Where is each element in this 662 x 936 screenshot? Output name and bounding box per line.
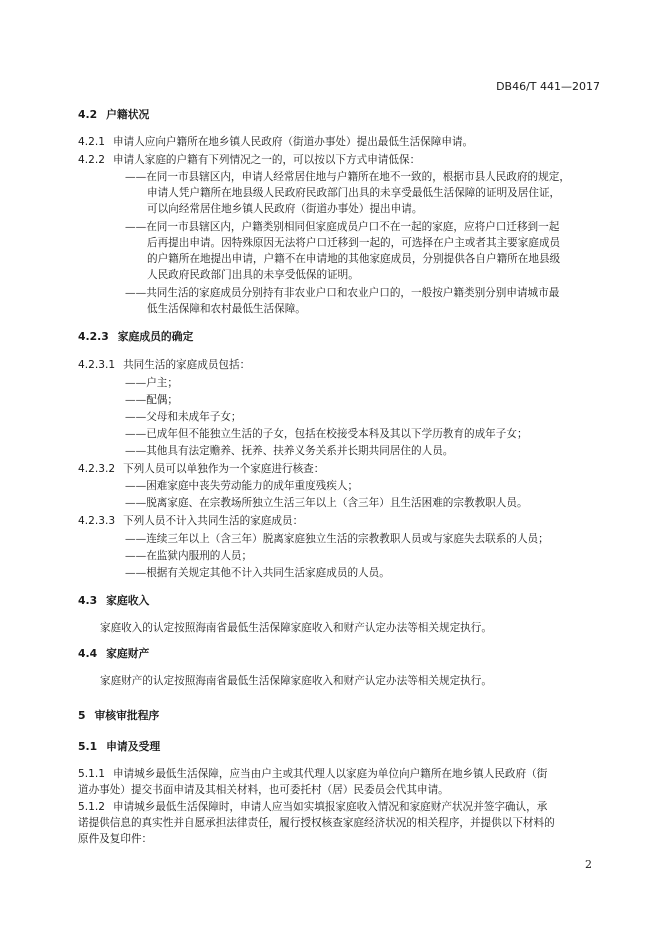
clause-text: 下列人员不计入共同生活的家庭成员： bbox=[123, 515, 304, 527]
clause-text: 申请城乡最低生活保障，应当由户主或其代理人以家庭为单位向户籍所在地乡镇人民政府（街 bbox=[112, 768, 548, 780]
clause-number: 5.1 bbox=[78, 740, 98, 753]
text-line-p422 bbox=[78, 153, 420, 167]
clause-text: 审核审批程序 bbox=[94, 709, 160, 722]
text-line-c3 bbox=[125, 566, 390, 580]
clause-text: ——根据有关规定其他不计入共同生活家庭成员的人员。 bbox=[125, 567, 390, 579]
text-line-a1 bbox=[125, 376, 178, 390]
text-line-p4233 bbox=[78, 514, 303, 528]
text-line-c1 bbox=[125, 532, 549, 546]
text-line-p43 bbox=[100, 621, 492, 635]
clause-text: 共同生活的家庭成员包括： bbox=[123, 359, 251, 371]
clause-number: 4.2.3.3 bbox=[78, 515, 116, 527]
text-line-l3a bbox=[125, 286, 559, 300]
section-heading-s43 bbox=[78, 594, 149, 608]
text-line-b1 bbox=[125, 479, 358, 493]
clause-text: 申请人应向户籍所在地乡镇人民政府（街道办事处）提出最低生活保障申请。 bbox=[112, 136, 474, 148]
clause-text: 家庭收入的认定按照海南省最低生活保障家庭收入和财产认定办法等相关规定执行。 bbox=[100, 622, 492, 634]
text-line-p511a bbox=[78, 767, 547, 781]
clause-text: ——在同一市县辖区内，户籍类别相同但家庭成员户口不在一起的家庭，应将户口迁移到一起 bbox=[125, 221, 560, 233]
standard-code-header: DB46/T 441—2017 bbox=[496, 80, 600, 93]
clause-text: 家庭成员的确定 bbox=[117, 330, 194, 343]
section-heading-s44 bbox=[78, 647, 149, 661]
clause-number: 4.2 bbox=[78, 108, 98, 121]
clause-text: ——在同一市县辖区内，申请人经常居住地与户籍所在地不一致的，根据市县人民政府的规定， bbox=[125, 171, 570, 183]
section-heading-s423 bbox=[78, 330, 193, 344]
text-line-a4 bbox=[125, 427, 528, 441]
text-line-l1a bbox=[125, 170, 570, 184]
text-line-a3 bbox=[125, 410, 242, 424]
clause-number: 5.1.2 bbox=[78, 801, 105, 813]
clause-number: 4.4 bbox=[78, 647, 98, 660]
text-line-p511b bbox=[78, 783, 449, 797]
clause-number: 4.2.3 bbox=[78, 330, 109, 343]
clause-number: 5.1.1 bbox=[78, 768, 105, 780]
clause-text: ——配偶； bbox=[125, 394, 178, 406]
clause-text: 申请及受理 bbox=[106, 740, 161, 753]
text-line-l2b bbox=[147, 236, 560, 250]
clause-text: 户籍状况 bbox=[106, 108, 150, 121]
clause-text: ——困难家庭中丧失劳动能力的成年重度残疾人； bbox=[125, 480, 359, 492]
text-line-p44 bbox=[100, 674, 492, 688]
clause-text: 人民政府民政部门出具的未享受低保的证明。 bbox=[147, 269, 359, 281]
clause-text: 诺提供信息的真实性并自愿承担法律责任，履行授权核查家庭经济状况的相关程序，并提供以下材料的 bbox=[78, 817, 555, 829]
section-heading-s51 bbox=[78, 740, 160, 754]
text-line-a5 bbox=[125, 444, 453, 458]
text-line-p4231 bbox=[78, 358, 250, 372]
clause-text: 原件及复印件： bbox=[78, 833, 153, 845]
clause-text: ——其他具有法定赡养、抚养、扶养义务关系并长期共同居住的人员。 bbox=[125, 445, 454, 457]
clause-text: 后再提出申请。因特殊原因无法将户口迁移到一起的，可选择在户主或者其主要家庭成员 bbox=[147, 237, 561, 249]
clause-text: 下列人员可以单独作为一个家庭进行核查： bbox=[123, 463, 325, 475]
text-line-p512a bbox=[78, 800, 547, 814]
text-line-p421 bbox=[78, 135, 473, 149]
clause-text: 的户籍所在地提出申请，户籍不在申请地的其他家庭成员，分别提供各自户籍所在地县级 bbox=[147, 253, 561, 265]
text-line-l1b bbox=[147, 186, 560, 200]
clause-number: 5 bbox=[78, 709, 86, 722]
clause-text: 家庭财产的认定按照海南省最低生活保障家庭收入和财产认定办法等相关规定执行。 bbox=[100, 675, 492, 687]
clause-text: ——已成年但不能独立生活的子女，包括在校接受本科及其以下学历教育的成年子女； bbox=[125, 428, 528, 440]
clause-number: 4.2.3.1 bbox=[78, 359, 116, 371]
text-line-p512b bbox=[78, 816, 555, 830]
text-line-p512c bbox=[78, 832, 152, 846]
clause-number: 4.2.1 bbox=[78, 136, 105, 148]
clause-text: 申请人凭户籍所在地县级人民政府民政部门出具的未享受最低生活保障的证明及居住证， bbox=[147, 187, 561, 199]
text-line-l2a bbox=[125, 220, 559, 234]
clause-text: 低生活保障和农村最低生活保障。 bbox=[147, 303, 306, 315]
page-number: 2 bbox=[585, 858, 592, 871]
clause-number: 4.2.2 bbox=[78, 154, 105, 166]
text-line-l2c bbox=[147, 252, 560, 266]
clause-text: ——户主； bbox=[125, 377, 178, 389]
clause-text: 家庭财产 bbox=[106, 647, 150, 660]
clause-number: 4.2.3.2 bbox=[78, 463, 116, 475]
section-heading-s42 bbox=[78, 108, 149, 122]
text-line-b2 bbox=[125, 496, 528, 510]
clause-text: ——连续三年以上（含三年）脱离家庭独立生活的宗教教职人员或与家庭失去联系的人员； bbox=[125, 533, 549, 545]
clause-text: ——父母和未成年子女； bbox=[125, 411, 242, 423]
text-line-l1c bbox=[147, 202, 422, 216]
clause-number: 4.3 bbox=[78, 594, 98, 607]
text-line-l2d bbox=[147, 268, 359, 282]
section-heading-s5 bbox=[78, 709, 159, 723]
clause-text: 申请人家庭的户籍有下列情况之一的，可以按以下方式申请低保： bbox=[112, 154, 421, 166]
text-line-p4232 bbox=[78, 462, 324, 476]
clause-text: 家庭收入 bbox=[106, 594, 150, 607]
clause-text: 道办事处）提交书面申请及其相关材料，也可委托村（居）民委员会代其申请。 bbox=[78, 784, 449, 796]
text-line-a2 bbox=[125, 393, 178, 407]
text-line-c2 bbox=[125, 549, 252, 563]
clause-text: 申请城乡最低生活保障时，申请人应当如实填报家庭收入情况和家庭财产状况并签字确认，承 bbox=[112, 801, 548, 813]
clause-text: ——共同生活的家庭成员分别持有非农业户口和农业户口的，一般按户籍类别分别申请城市最 bbox=[125, 287, 560, 299]
clause-text: ——脱离家庭、在宗教场所独立生活三年以上（含三年）且生活困难的宗教教职人员。 bbox=[125, 497, 528, 509]
clause-text: 可以向经常居住地乡镇人民政府（街道办事处）提出申请。 bbox=[147, 203, 423, 215]
clause-text: ——在监狱内服刑的人员； bbox=[125, 550, 253, 562]
text-line-l3b bbox=[147, 302, 306, 316]
